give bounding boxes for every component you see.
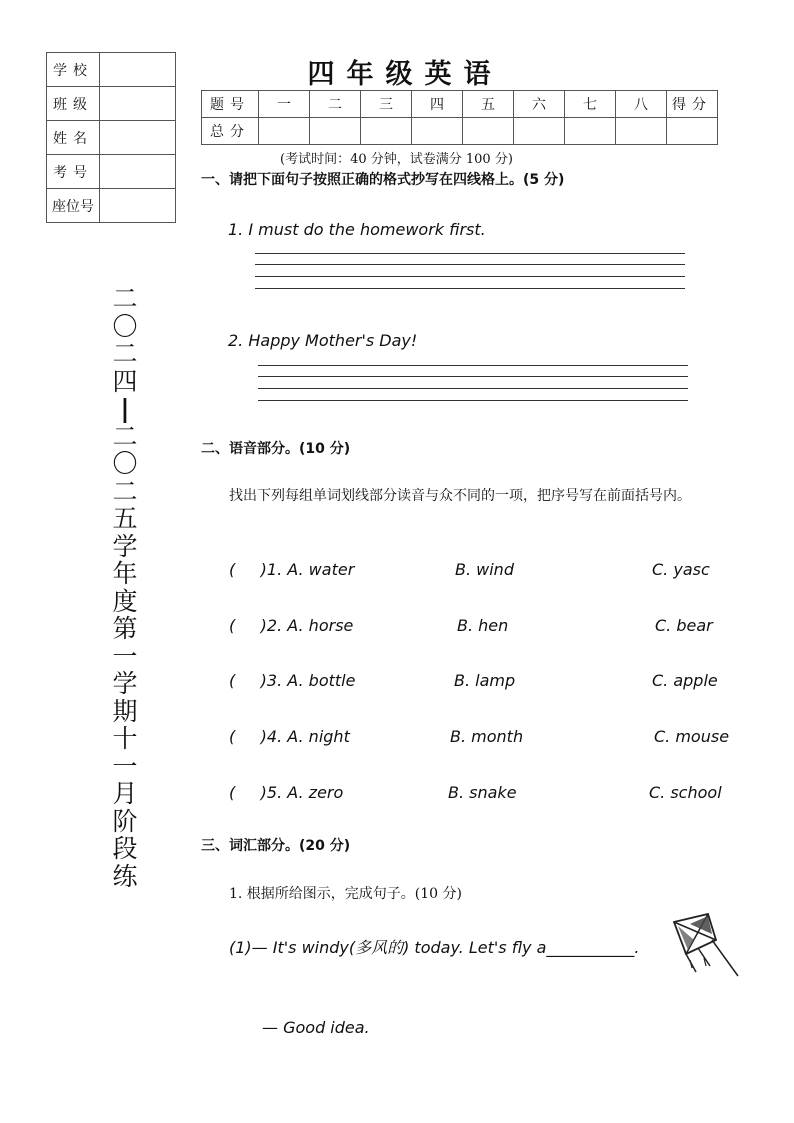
vocab-question-1: (1)— It's windy(多风的) today. Let's fly a___________. (229, 938, 640, 957)
class-field[interactable] (100, 87, 176, 121)
banner-char: 二 (112, 421, 138, 451)
score-header-cell: 五 (463, 91, 514, 118)
info-label: 班级 (47, 87, 100, 121)
score-header-cell: 八 (616, 91, 667, 118)
score-cell[interactable] (259, 118, 310, 145)
info-label: 座位号 (47, 189, 100, 223)
question-1-option-c: C. yasc (652, 560, 710, 579)
school-field[interactable] (100, 53, 176, 87)
score-cell[interactable] (310, 118, 361, 145)
writing-line (255, 264, 685, 265)
banner-char: 月 (112, 779, 138, 808)
score-header-cell: 三 (361, 91, 412, 118)
banner-char: 阶 (112, 806, 138, 836)
term-banner (110, 285, 140, 890)
question-2-option-c: C. bear (655, 616, 713, 635)
question-3-option-b: B. lamp (454, 671, 516, 690)
writing-line (255, 276, 685, 277)
question-5: ( )5. A. zero (229, 783, 344, 802)
vocab-question-1-reply: — Good idea. (262, 1018, 370, 1037)
score-header-cell: 一 (259, 91, 310, 118)
banner-char: 二 (112, 284, 138, 313)
copy-sentence-2: 2. Happy Mother's Day! (228, 331, 418, 350)
score-header-cell: 四 (412, 91, 463, 118)
question-3: ( )3. A. bottle (229, 671, 356, 690)
info-row (47, 53, 176, 87)
info-row (47, 87, 176, 121)
writing-line (258, 376, 688, 377)
score-total-row (202, 118, 718, 145)
banner-char: 五 (112, 504, 138, 533)
banner-char: | (120, 394, 130, 423)
section2-heading: 二、语音部分。(10 分) (201, 441, 351, 457)
banner-char: 二 (112, 476, 138, 506)
question-1-option-b: B. wind (455, 560, 514, 579)
exam-note: (考试时间：40 分钟，试卷满分 100 分) (280, 152, 513, 167)
question-2-option-b: B. hen (457, 616, 509, 635)
score-header-cell: 二 (310, 91, 361, 118)
banner-char: 第 (112, 614, 138, 643)
banner-char: 段 (112, 834, 138, 863)
section3-subheading: 1. 根据所给图示，完成句子。(10 分) (229, 886, 462, 902)
score-table (201, 90, 718, 145)
question-4-option-b: B. month (450, 727, 524, 746)
score-cell[interactable] (412, 118, 463, 145)
banner-char: 〇 (112, 449, 138, 478)
question-1: ( )1. A. water (229, 560, 355, 579)
section2-instruction: 找出下列每组单词划线部分读音与众不同的一项，把序号写在前面括号内。 (229, 488, 691, 504)
score-header-row (202, 91, 718, 118)
score-cell[interactable] (565, 118, 616, 145)
info-label: 学校 (47, 53, 100, 87)
writing-line (258, 388, 688, 389)
writing-line (255, 253, 685, 254)
score-cell[interactable] (361, 118, 412, 145)
banner-char: 四 (112, 366, 138, 396)
copy-sentence-1: 1. I must do the homework first. (228, 220, 486, 239)
question-2: ( )2. A. horse (229, 616, 354, 635)
question-4-option-c: C. mouse (654, 727, 730, 746)
writing-line (258, 365, 688, 366)
section1-heading: 一、请把下面句子按照正确的格式抄写在四线格上。(5 分) (201, 172, 565, 188)
score-cell[interactable] (616, 118, 667, 145)
exam-number-field[interactable] (100, 155, 176, 189)
banner-char: 二 (112, 339, 138, 368)
info-row (47, 189, 176, 223)
banner-char: 一 (112, 751, 138, 781)
seat-number-field[interactable] (100, 189, 176, 223)
info-label: 考号 (47, 155, 100, 189)
page-title: 四年级英语 (307, 59, 503, 90)
writing-line (258, 400, 688, 401)
banner-char: 〇 (112, 311, 138, 341)
writing-line (255, 288, 685, 289)
score-header-cell: 得分 (667, 91, 718, 118)
score-header-cell: 七 (565, 91, 616, 118)
student-info-table (46, 52, 176, 223)
banner-char: 学 (112, 531, 138, 561)
banner-char: 年 (112, 559, 138, 588)
score-cell[interactable] (667, 118, 718, 145)
score-cell[interactable] (463, 118, 514, 145)
name-field[interactable] (100, 121, 176, 155)
info-row (47, 121, 176, 155)
info-row (47, 155, 176, 189)
banner-char: 练 (112, 861, 138, 891)
banner-char: 一 (112, 641, 138, 671)
banner-char: 度 (112, 586, 138, 616)
question-5-option-b: B. snake (448, 783, 517, 802)
score-header-cell: 六 (514, 91, 565, 118)
banner-char: 十 (112, 724, 138, 753)
question-3-option-c: C. apple (652, 671, 718, 690)
banner-char: 学 (112, 669, 138, 698)
section3-heading: 三、词汇部分。(20 分) (201, 838, 351, 854)
score-header-cell: 题号 (202, 91, 259, 118)
score-cell[interactable] (514, 118, 565, 145)
kite-icon (668, 910, 744, 980)
question-4: ( )4. A. night (229, 727, 350, 746)
banner-char: 期 (112, 696, 138, 726)
info-label: 姓名 (47, 121, 100, 155)
question-5-option-c: C. school (649, 783, 722, 802)
total-label: 总分 (202, 118, 259, 145)
